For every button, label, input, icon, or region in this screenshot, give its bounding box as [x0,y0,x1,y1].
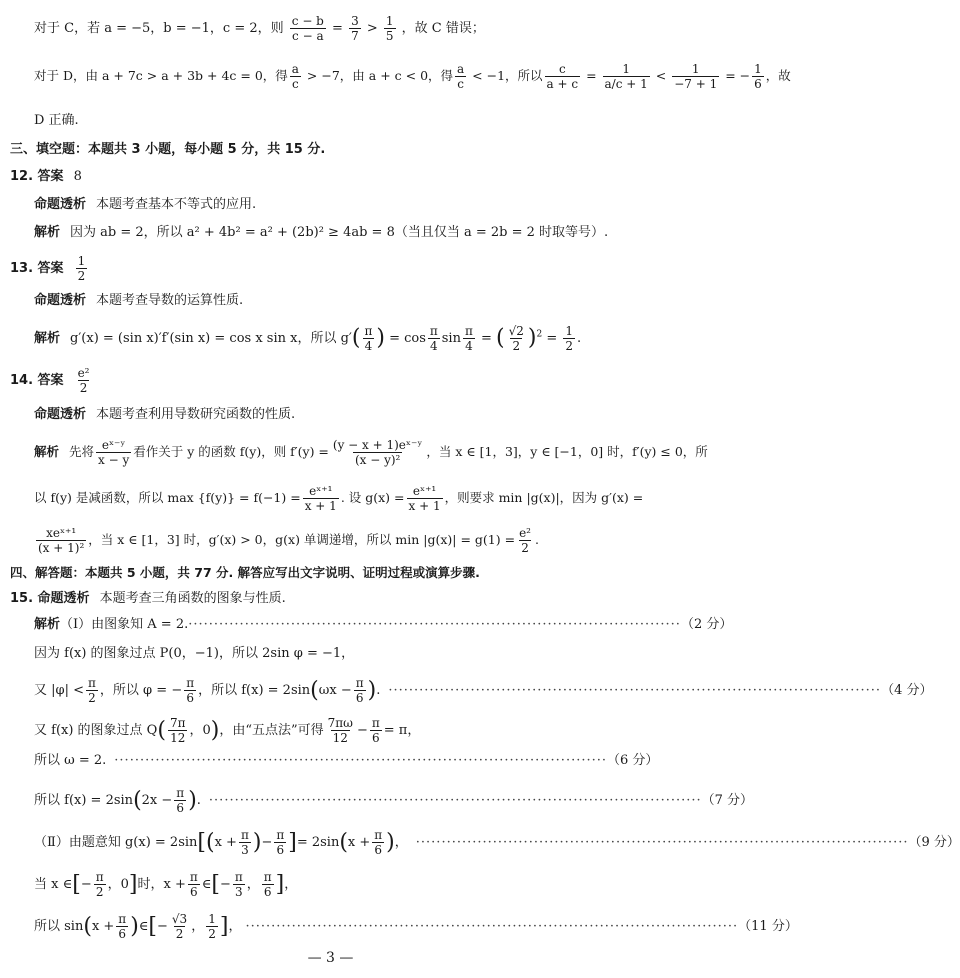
q15-line-6: 所以 f(x) = 2sin ( 2x − $\frac{\pi}{6}$ ) . ································································································ （7 分） [34,786,754,815]
q15-line-4: 又 f(x) 的图象过点 Q ( $\frac{7\pi}{12}$ ，0 ) ，由“五点法”可得 $\frac{7\pi\omega}{12}$ − $\frac{\pi}{6}$ = π， [34,716,421,745]
score-note: （7 分） [701,792,754,808]
fraction: $\frac{√3}{2}$ [171,912,188,941]
fraction: $\frac{3}{7}$ [351,14,359,43]
fraction: $\frac{1}{2}$ [565,324,574,353]
page-number: — 3 — [307,950,354,966]
fraction: $\frac{1}{-7 + 1}$ [674,62,718,91]
fraction: $\frac{\text{e²}}{2}$ [77,366,90,395]
q12-analysis: 解析 因为 ab = 2，所以 a² + 4b² = a² + (2b)² ≥ 4ab = 8（当且仅当 a = 2b = 2 时取等号）. [34,225,609,240]
fraction: $\frac{\pi}{6}$ [276,828,285,857]
fraction: $\frac{\text{e²}}{2}$ [519,526,531,555]
q14-analysis-3: $\frac{\text{xeˣ⁺¹}}{\text{(x + 1)²}}$ ，当 x ∈ [1，3] 时，g′(x) > 0，g(x) 单调递增，所以 min |g(x)| = g(1) = $\frac{\text{e²}}{2}$ . [38,526,539,555]
fraction: $\frac{\pi}{2}$ [88,676,96,705]
q15-line-5: 所以 ω = 2. ································································································ （6 分） [34,753,659,768]
fraction: $\frac{\text{(y − x + 1)eˣ⁻ʸ}}{\text{(x − y)²}}$ [332,438,423,467]
fraction: $\frac{\pi}{4}$ [364,324,373,353]
option-d-line: 对于 D，由 a + 7c > a + 3b + 4c = 0，得 $\frac{a}{c}$ > −7，由 a + c < 0，得 $\frac{a}{c}$ < −1，所以 $\frac{c}{a + c}$ = $\frac{1}{a/c + 1}$ < $\frac{1}{-7 + 1}$ = − $\frac{1}{6}$ ，故 [34,62,791,91]
section-3-heading: 三、填空题：本题共 3 小题，每小题 5 分，共 15 分. [10,142,326,157]
fraction: $\frac{\text{eˣ⁺¹}}{x + 1}$ [408,484,441,513]
score-note: （4 分） [881,682,933,698]
q15-line-1: 解析 （Ⅰ）由图象知 A = 2. ································································································ （2 分） [34,617,733,632]
q12-answer: 12. 答案 8 [10,169,82,184]
fraction: $\frac{\pi}{4}$ [464,324,473,353]
fraction: $\frac{1}{5}$ [385,14,394,43]
fraction: $\frac{√2}{2}$ [508,324,524,353]
fraction: $\frac{\pi}{6}$ [186,676,195,705]
q12-intent: 命题透析 本题考查基本不等式的应用. [34,197,257,212]
fraction: $\frac{1}{2}$ [77,254,86,283]
fraction: $\frac{\pi}{6}$ [355,676,364,705]
fraction: $\frac{\pi}{4}$ [429,324,438,353]
fraction: $\frac{\pi}{6}$ [118,912,127,941]
score-note: （2 分） [680,617,733,632]
q15-intent: 15. 命题透析 本题考查三角函数的图象与性质. [10,591,286,606]
section-4-heading: 四、解答题：本题共 5 小题，共 77 分. 解答应写出文字说明、证明过程或演算步骤. [10,565,480,580]
q13-analysis: 解析 g′(x) = (sin x)′f′(sin x) = cos x sin x，所以 g′( $\frac{\pi}{4}$ ) = cos $\frac{\pi}{4}$ sin $\frac{\pi}{4}$ = ( $\frac{√2}{2}$ )$^2$ = $\frac{1}{2}$ . [34,324,582,353]
option-d-end: D 正确. [34,113,79,128]
fraction: $\frac{\pi}{3}$ [234,870,243,899]
fraction: $\frac{1}{6}$ [754,62,762,91]
score-note: （9 分） [908,834,960,850]
score-note: （11 分） [738,918,798,934]
q14-answer: 14. 答案 $\frac{\text{e²}}{2}$ [10,366,90,395]
fraction: $\frac{\pi}{6}$ [189,870,198,899]
q15-line-3: 又 |φ| < $\frac{\pi}{2}$ ，所以 φ = − $\frac{\pi}{6}$ ，所以 f(x) = 2sin ( ωx − $\frac{\pi}{6}$ ) . ································································································ （4 分） [34,676,933,705]
fraction: $\frac{a}{c}$ [457,62,465,91]
fraction: $\frac{c - b}{c - a}$ [291,14,324,43]
q14-intent: 命题透析 本题考查利用导数研究函数的性质. [34,407,296,422]
fraction: $\frac{\pi}{6}$ [371,716,380,745]
fraction: $\frac{1}{2}$ [208,912,216,941]
q15-line-7: （Ⅱ）由题意知 g(x) = 2sin [ ( x + $\frac{\pi}{3}$ ) − $\frac{\pi}{6}$ ] = 2sin ( x + $\frac{\pi}{6}$ ) ， ································································································ （9 分） [34,828,960,857]
fraction: $\frac{\text{eˣ⁺¹}}{x + 1}$ [304,484,337,513]
fraction: $\frac{a}{c}$ [291,62,299,91]
fraction: $\frac{\pi}{3}$ [240,828,249,857]
fraction: $\frac{\pi}{6}$ [374,828,383,857]
q15-line-9: 所以 sin ( x + $\frac{\pi}{6}$ ) ∈ [ − $\frac{√3}{2}$ ， $\frac{1}{2}$ ] ， ································································································ （11 分） [34,912,798,941]
fraction: $\frac{1}{a/c + 1}$ [604,62,648,91]
score-note: （6 分） [607,753,659,768]
fraction: $\frac{\pi}{6}$ [176,786,185,815]
q14-analysis-2: 以 f(y) 是减函数，所以 max {f(y)} = f(−1) = $\frac{\text{eˣ⁺¹}}{x + 1}$ . 设 g(x) = $\frac{\text{eˣ⁺¹}}{x + 1}$ ，则要求 min |g(x)|，因为 g′(x) = [34,484,644,513]
fraction: $\frac{\pi}{2}$ [95,870,104,899]
option-c-line: 对于 C，若 a = −5，b = −1，c = 2，则 $\frac{c - b}{c - a}$ = $\frac{3}{7}$ > $\frac{1}{5}$ ，故 C 错误； [34,14,485,43]
q13-intent: 命题透析 本题考查导数的运算性质. [34,293,244,308]
fraction: $\frac{\text{eˣ⁻ʸ}}{x - y}$ [98,438,130,467]
fraction: $\frac{c}{a + c}$ [546,62,579,91]
q14-analysis-1: 解析 先将 $\frac{\text{eˣ⁻ʸ}}{x - y}$ 看作关于 y 的函数 f(y)，则 f′(y) = $\frac{\text{(y − x + 1)eˣ⁻ʸ}}{\text{(x − y)²}}$ ，当 x ∈ [1，3]，y ∈ [−1，0] 时，f′(y) ≤ 0，所 [34,438,708,467]
fraction: $\frac{\text{xeˣ⁺¹}}{\text{(x + 1)²}}$ [38,526,85,555]
q15-line-2: 因为 f(x) 的图象过点 P(0，−1)，所以 2sin φ = −1， [34,646,355,661]
fraction: $\frac{7\pi}{12}$ [169,716,186,745]
q15-line-8: 当 x ∈ [ − $\frac{\pi}{2}$ ，0 ] 时，x + $\frac{\pi}{6}$ ∈ [ − $\frac{\pi}{3}$ ， $\frac{\pi}{6}$ ] ， [34,870,298,899]
fraction: $\frac{7\pi\omega}{12}$ [327,716,353,745]
fraction: $\frac{\pi}{6}$ [263,870,272,899]
q13-answer: 13. 答案 $\frac{1}{2}$ [10,254,86,283]
